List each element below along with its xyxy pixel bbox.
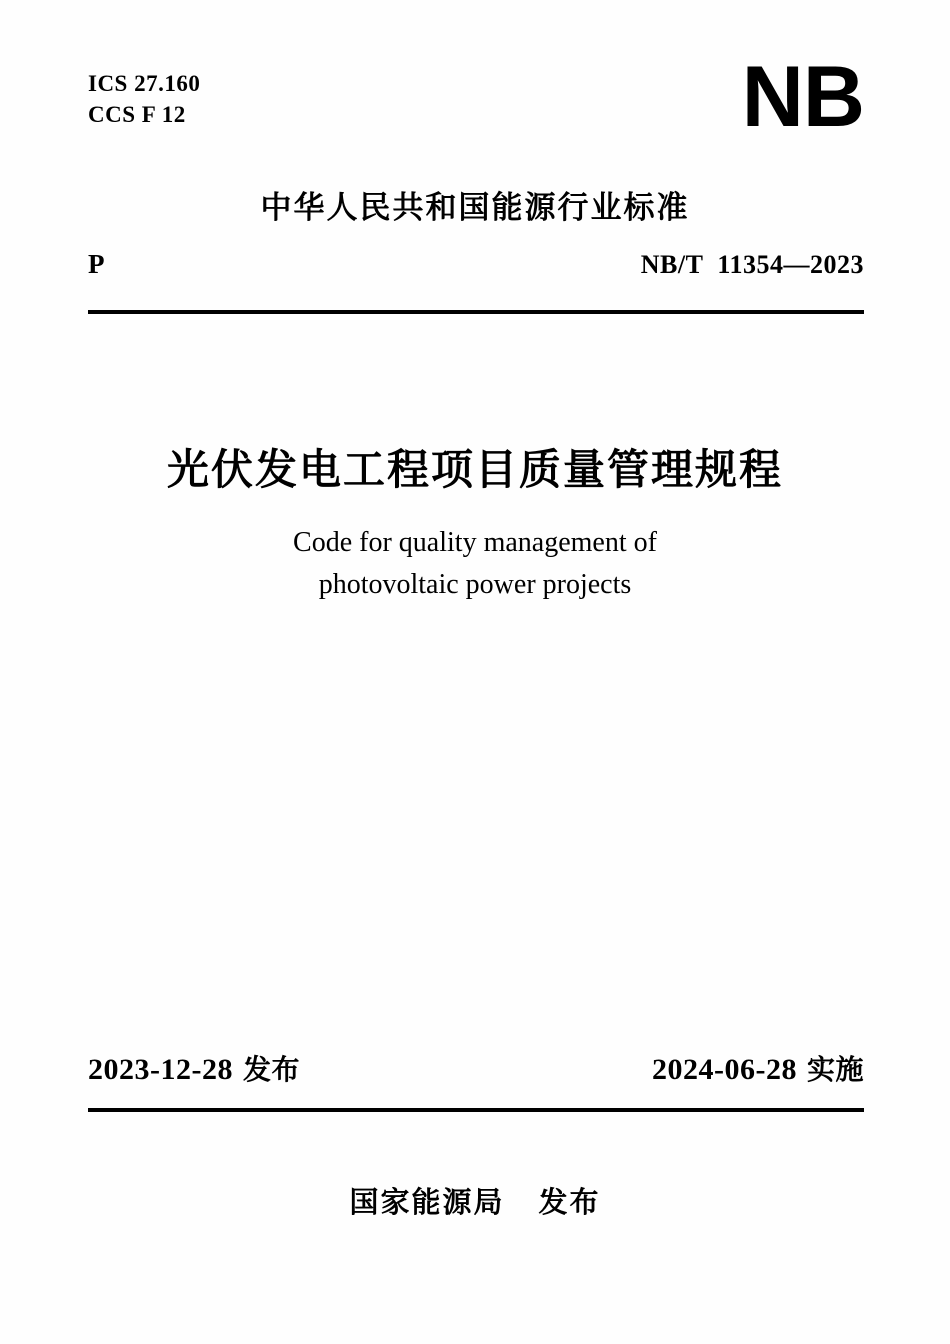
issuer-line — [0, 1180, 950, 1221]
ccs-number: CCS F 12 — [88, 102, 186, 127]
effective-date-item — [652, 1048, 864, 1088]
document-title-en-line2: photovoltaic power projects — [318, 569, 632, 600]
classification-block — [88, 68, 200, 130]
nb-logo: NB — [741, 49, 864, 145]
effective-date: 2024-06-28 — [652, 1053, 797, 1086]
national-standard-title: 中华人民共和国能源行业标准 — [260, 190, 690, 226]
standard-number — [641, 250, 864, 280]
release-date: 2023-12-28 — [88, 1053, 233, 1086]
divider-bottom — [88, 1108, 864, 1112]
ics-number: ICS 27.160 — [88, 71, 201, 96]
document-title-cn: 光伏发电工程项目质量管理规程 — [166, 445, 783, 494]
release-label: 发布 — [242, 1053, 300, 1086]
date-row — [88, 1048, 864, 1088]
category-letter: P — [88, 249, 105, 279]
issuer-action: 发布 — [538, 1185, 601, 1219]
standard-prefix: NB/T — [640, 250, 704, 279]
divider-top — [88, 310, 864, 314]
issuer-name: 国家能源局 — [349, 1185, 505, 1219]
effective-label: 实施 — [806, 1053, 864, 1086]
standard-serial: 11354—2023 — [717, 250, 864, 279]
document-title-en-line1: Code for quality management of — [293, 527, 657, 558]
release-date-item — [88, 1048, 300, 1088]
document-title-en — [0, 522, 950, 606]
